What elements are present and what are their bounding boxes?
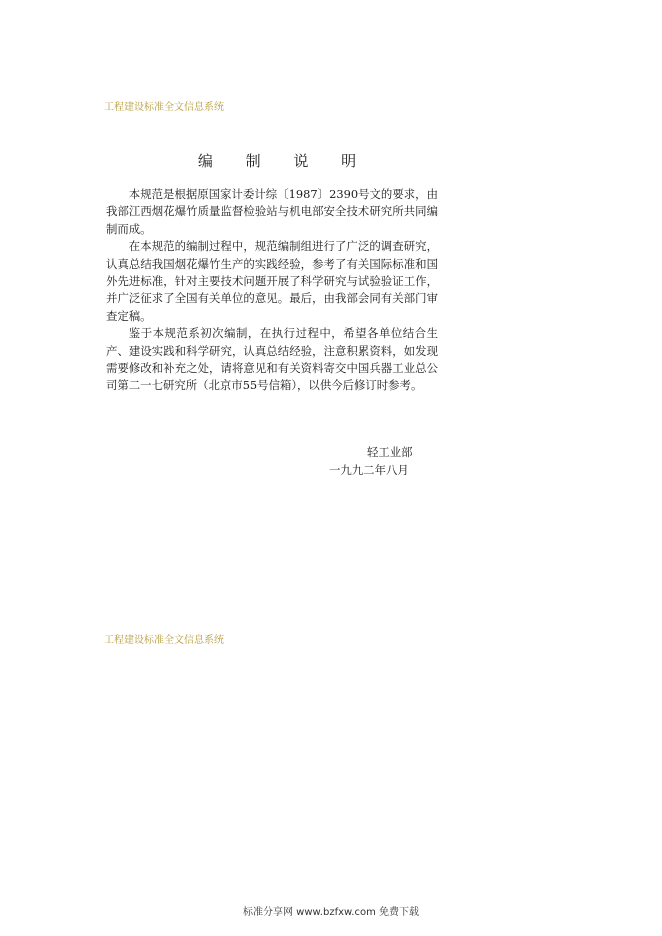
watermark-bottom: 工程建设标准全文信息系统 — [104, 635, 224, 646]
page-title: 编 制 说 明 — [197, 152, 371, 170]
paragraph-1: 本规范是根据原国家计委计综〔1987〕2390号文的要求，由我部江西烟花爆竹质量监督检验站与机电部安全技术研究所共同编制而成。 — [106, 187, 438, 236]
document-body — [106, 186, 438, 395]
paragraph-3: 鉴于本规范系初次编制，在执行过程中，希望各单位结合生产、建设实践和科学研究，认真总结经验，注意积累资料，如发现需要修改和补充之处，请将意见和有关资料寄交中国兵器工业总公司第二一七研究所（北京市55号信箱），以供今后修订时参考。 — [106, 326, 438, 393]
watermark-top: 工程建设标准全文信息系统 — [104, 102, 224, 113]
footer-source: 标准分享网 www.bzfxw.com 免费下载 — [243, 907, 419, 918]
paragraph-2: 在本规范的编制过程中，规范编制组进行了广泛的调查研究，认真总结我国烟花爆竹生产的实践经验，参考了有关国际标准和国外先进标准，针对主要技术问题开展了科学研究与试验验证工作，并广泛征求了全国有关单位的意见。最后，由我部会同有关部门审查定稿。 — [106, 239, 438, 323]
signature-organization: 轻工业部 — [367, 445, 413, 459]
signature-date: 一九九二年八月 — [329, 463, 409, 477]
